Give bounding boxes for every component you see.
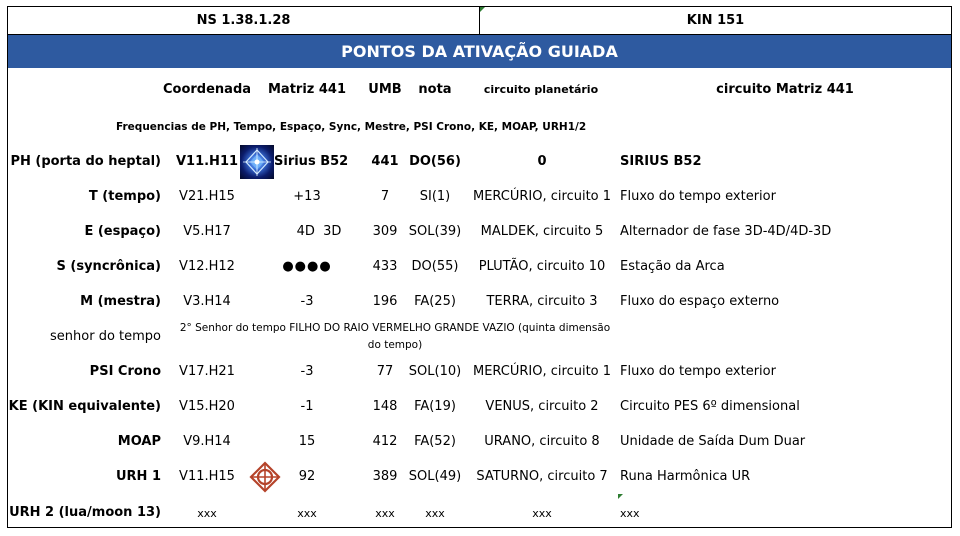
header-left-cell[interactable] — [8, 7, 480, 34]
row-label: E (espaço) — [84, 224, 161, 239]
page-title-text: PONTOS DA ATIVAÇÃO GUIADA — [341, 42, 618, 61]
row-label: URH 1 — [115, 469, 161, 484]
comment-marker — [618, 494, 623, 499]
row-label: T (tempo) — [88, 189, 161, 204]
row-coord: V3.H14 — [183, 294, 231, 309]
row-matriz: -3 — [300, 364, 314, 379]
row-coord: V11.H15 — [179, 469, 235, 484]
row-umb: 389 — [372, 469, 398, 484]
row-planet: MERCÚRIO, circuito 1 — [472, 364, 612, 379]
row-coord: V17.H21 — [179, 364, 235, 379]
row-label: MOAP — [117, 434, 161, 449]
row-nota: DO(55) — [411, 259, 459, 274]
row-planet: 0 — [537, 154, 547, 169]
row-nota: xxx — [425, 507, 445, 520]
row-label: S (syncrônica) — [56, 259, 161, 274]
row-planet: SATURNO, circuito 7 — [476, 469, 608, 484]
row-circuit: xxx — [620, 507, 640, 520]
row-coord: V5.H17 — [183, 224, 231, 239]
row-umb: xxx — [375, 507, 395, 520]
row-circuit: Unidade de Saída Dum Duar — [620, 434, 806, 449]
row-coord: xxx — [197, 507, 217, 520]
row-coord: V9.H14 — [183, 434, 231, 449]
row-nota: SOL(49) — [408, 469, 462, 484]
row-circuit: Circuito PES 6º dimensional — [620, 399, 800, 414]
sirius-crystal-icon — [240, 145, 274, 179]
row-matriz: Sirius B52 — [274, 154, 349, 169]
row-circuit: Alternador de fase 3D-4D/4D-3D — [620, 224, 832, 239]
row-nota: SOL(10) — [408, 364, 462, 379]
row-coord: V21.H15 — [179, 189, 235, 204]
row-nota: DO(56) — [409, 154, 461, 169]
row-umb: 433 — [372, 259, 398, 274]
row-matriz: 92 — [298, 469, 316, 484]
row-circuit: Estação da Arca — [620, 259, 725, 274]
row-matriz: ●●●● — [282, 259, 332, 274]
frequencies-note: Frequencias de PH, Tempo, Espaço, Sync, Mestre, PSI Crono, KE, MOAP, URH1/2 — [116, 121, 587, 133]
row-planet: MERCÚRIO, circuito 1 — [472, 189, 612, 204]
senhor-do-tempo-text — [170, 320, 620, 354]
row-label: PSI Crono — [89, 364, 161, 379]
row-nota: FA(19) — [414, 399, 456, 414]
row-matriz: -1 — [300, 399, 314, 414]
row-planet: PLUTÃO, circuito 10 — [478, 259, 606, 274]
row-umb: 77 — [376, 364, 394, 379]
row-matriz: +13 — [293, 189, 321, 204]
header-left-text: NS 1.38.1.28 — [196, 13, 291, 28]
row-label: KE (KIN equivalente) — [8, 399, 161, 414]
row-label: PH (porta do heptal) — [10, 154, 161, 169]
row-umb: 441 — [371, 154, 399, 169]
col-header-matriz: Matriz 441 — [267, 82, 347, 97]
row-planet: xxx — [532, 507, 552, 520]
senhor-line-2: do tempo) — [367, 339, 423, 351]
col-header-umb: UMB — [368, 82, 402, 97]
row-circuit: Fluxo do tempo exterior — [620, 364, 776, 379]
row-umb: 309 — [372, 224, 398, 239]
row-nota: FA(52) — [414, 434, 456, 449]
row-circuit: SIRIUS B52 — [620, 154, 702, 169]
row-planet: VENUS, circuito 2 — [485, 399, 599, 414]
col-header-nota: nota — [418, 82, 452, 97]
col-header-circuito-planetario: circuito planetário — [483, 83, 599, 96]
header-right-text: KIN 151 — [686, 13, 745, 28]
row-matriz: 15 — [298, 434, 316, 449]
harmonic-rune-icon — [248, 460, 282, 494]
row-nota: SI(1) — [419, 189, 451, 204]
row-umb: 412 — [372, 434, 398, 449]
row-nota: FA(25) — [414, 294, 456, 309]
comment-marker — [480, 7, 485, 12]
row-matriz: xxx — [297, 507, 317, 520]
row-umb: 148 — [372, 399, 398, 414]
row-label: M (mestra) — [80, 294, 161, 309]
header-right-cell[interactable] — [480, 7, 951, 34]
row-matriz: 4D 3D — [296, 224, 342, 239]
page-title — [8, 35, 951, 68]
row-planet: TERRA, circuito 3 — [486, 294, 598, 309]
col-header-circuito-matriz: circuito Matriz 441 — [716, 82, 854, 97]
col-header-coordenada: Coordenada — [162, 82, 252, 97]
row-planet: URANO, circuito 8 — [484, 434, 600, 449]
row-circuit: Fluxo do tempo exterior — [620, 189, 776, 204]
row-circuit: Runa Harmônica UR — [620, 469, 751, 484]
senhor-line-1: 2° Senhor do tempo FILHO DO RAIO VERMELHO GRANDE VAZIO (quinta dimensão — [179, 322, 611, 334]
row-coord: V11.H11 — [175, 154, 239, 169]
row-planet: MALDEK, circuito 5 — [480, 224, 604, 239]
row-nota: SOL(39) — [408, 224, 462, 239]
row-coord: V15.H20 — [179, 399, 235, 414]
row-circuit: Fluxo do espaço externo — [620, 294, 780, 309]
header-row — [7, 6, 952, 35]
row-umb: 196 — [372, 294, 398, 309]
row-coord: V12.H12 — [179, 259, 235, 274]
row-label: senhor do tempo — [50, 329, 161, 344]
row-matriz: -3 — [300, 294, 314, 309]
row-umb: 7 — [380, 189, 390, 204]
row-label: URH 2 (lua/moon 13) — [9, 505, 161, 520]
